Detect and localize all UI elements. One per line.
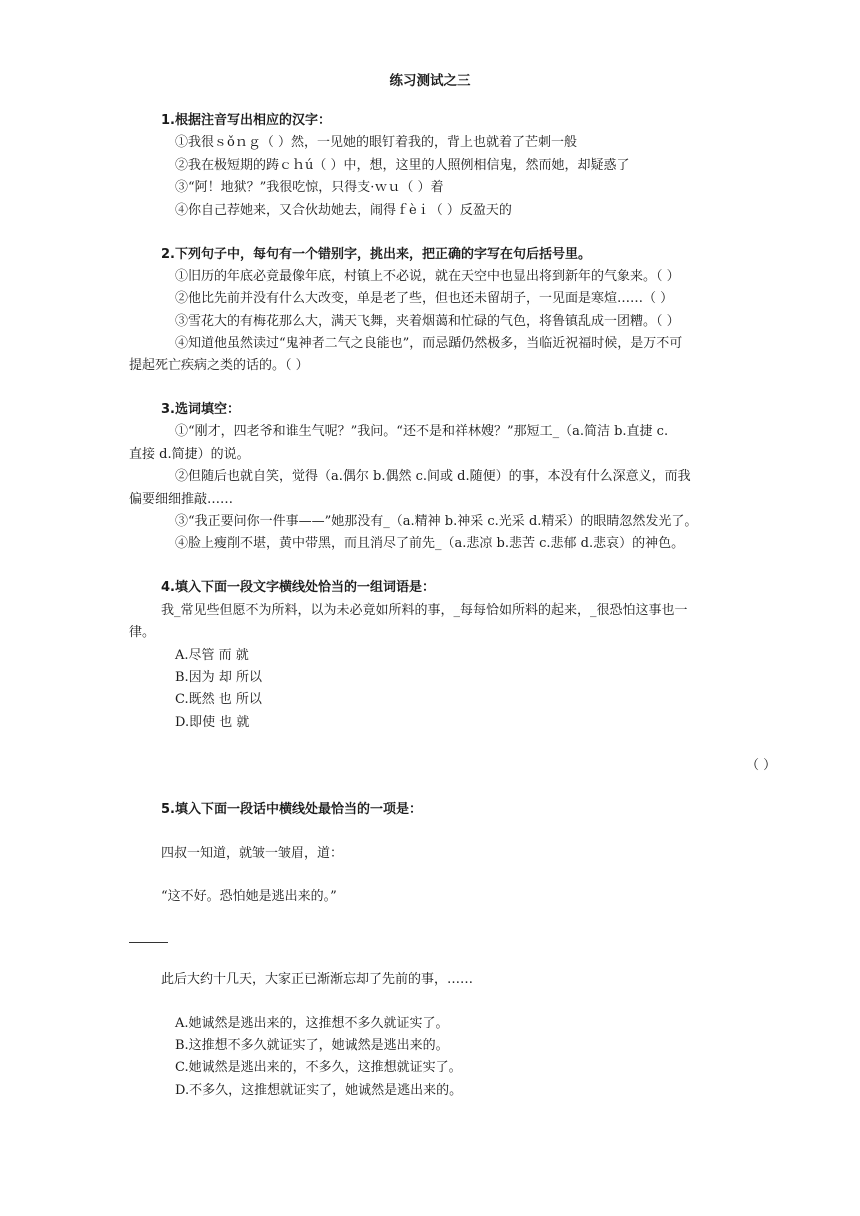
q1-item: ④你自己荐她来，又合伙劫她去，闹得ｆèｉ（ ）反盈天的: [175, 203, 512, 218]
q4-text: 我_常见些但愿不为所料，以为未必竟如所料的事，_每每恰如所料的起来，_很恐怕这事也一: [161, 603, 688, 618]
q4-option-c: C.既然 也 所以: [175, 692, 262, 707]
q5-heading: 5.填入下面一段话中横线处最恰当的一项是：: [161, 802, 422, 817]
q4-heading: 4.填入下面一段文字横线处恰当的一组词语是：: [161, 580, 435, 595]
page-title: 练习测试之三: [389, 73, 471, 89]
q4-option-a: A.尽管 而 就: [175, 648, 249, 663]
q2-item: ②他比先前并没有什么大改变，单是老了些，但也还未留胡子，一见面是寒煊……（ ）: [175, 291, 674, 306]
q4-text-continued: 律。: [129, 625, 156, 640]
q5-option-a: A.她诚然是逃出来的，这推想不多久就证实了。: [175, 1016, 449, 1031]
q3-item: ①“刚才，四老爷和谁生气呢？”我问。“还不是和祥林嫂？”那短工_（a.简洁 b.直捷 c.: [175, 424, 669, 439]
q1-item: ③“阿！地狱？”我很吃惊，只得支·ｗｕ（ ）着: [175, 180, 444, 195]
q4-option-d: D.即使 也 就: [175, 715, 250, 730]
q3-item: ②但随后也就自笑，觉得（a.偶尔 b.偶然 c.间或 d.随便）的事，本没有什么深意义，而我: [175, 469, 691, 484]
q2-item: ④知道他虽然读过“鬼神者二气之良能也”，而忌踲仍然极多，当临近祝福时候，是万不可: [175, 336, 683, 351]
q5-paragraph: “这不好。恐怕她是逃出来的。”: [161, 889, 337, 904]
q3-item-continued: 直接 d.简捷）的说。: [129, 447, 250, 462]
q2-item-continued: 提起死亡疾病之类的话的。（ ）: [129, 358, 309, 373]
q1-heading: 1.根据注音写出相应的汉字：: [161, 113, 331, 128]
q5-paragraph: 四叔一知道，就皱一皱眉，道：: [161, 846, 344, 861]
q5-option-d: D.不多久，这推想就证实了，她诚然是逃出来的。: [175, 1083, 463, 1098]
answer-blank-line: [129, 942, 168, 943]
q2-heading: 2.下列句子中，每句有一个错别字，挑出来，把正确的字写在句后括号里。: [161, 247, 591, 262]
q3-item: ④脸上瘦削不堪，黄中带黑，而且消尽了前先_（a.悲凉 b.悲苦 c.悲郁 d.悲哀）的神色。: [175, 536, 685, 551]
q2-item: ①旧历的年底必竟最像年底，村镇上不必说，就在天空中也显出将到新年的气象来。（ ）: [175, 269, 680, 284]
q1-item: ①我很ｓǒｎｇ（ ）然，一见她的眼钉着我的，背上也就着了芒刺一般: [175, 135, 577, 150]
q3-item: ③“我正要问你一件事——”她那没有_（a.精神 b.神采 c.光采 d.精采）的眼睛忽然发光了。: [175, 514, 698, 529]
q4-answer-bracket: （ ）: [746, 758, 777, 773]
q4-option-b: B.因为 却 所以: [175, 670, 262, 685]
q1-item: ②我在极短期的踌ｃｈú（ ）中，想，这里的人照例相信鬼，然而她，却疑惑了: [175, 158, 630, 173]
q3-item-continued: 偏要细细推敲……: [129, 492, 234, 507]
q2-item: ③雪花大的有梅花那么大，满天飞舞，夹着烟蔼和忙碌的气色，将鲁镇乱成一团糟。（ ）: [175, 314, 680, 329]
q5-paragraph: 此后大约十几天，大家正已渐渐忘却了先前的事，……: [161, 972, 474, 987]
q5-option-c: C.她诚然是逃出来的，不多久，这推想就证实了。: [175, 1060, 462, 1075]
q3-heading: 3.选词填空：: [161, 402, 240, 417]
q5-option-b: B.这推想不多久就证实了，她诚然是逃出来的。: [175, 1038, 449, 1053]
